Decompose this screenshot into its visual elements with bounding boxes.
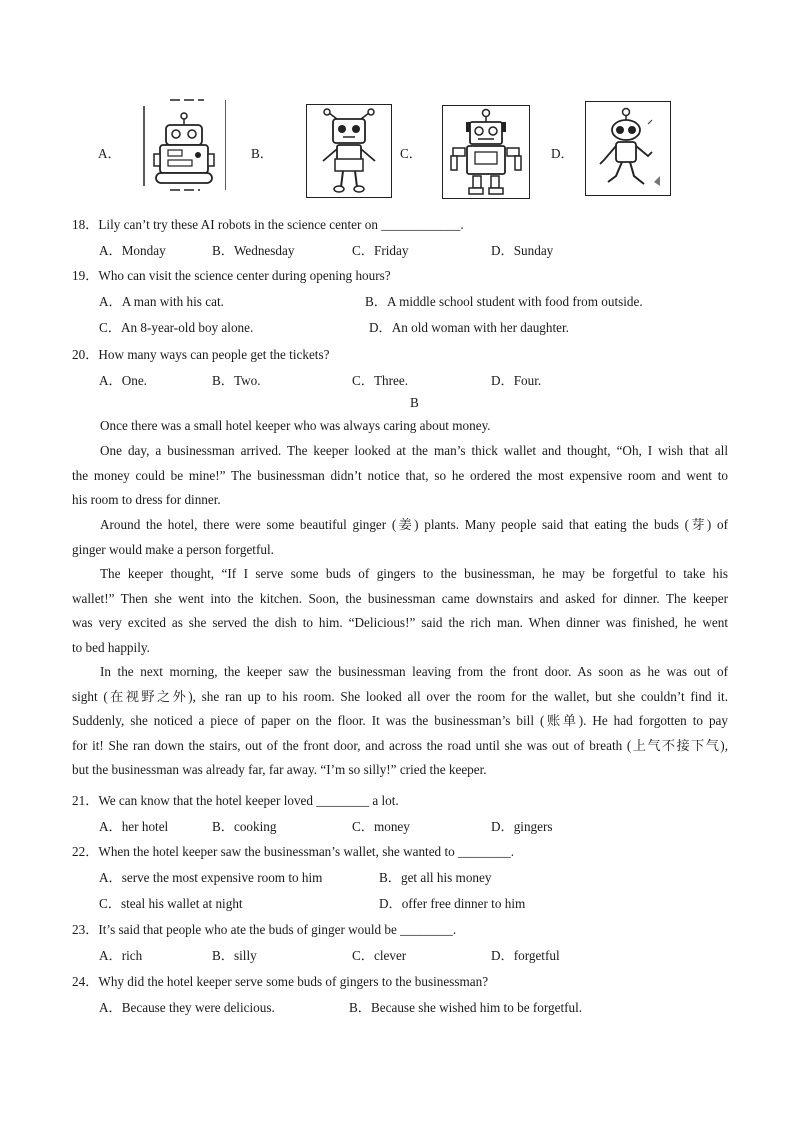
passage-line: sight (在视野之外), she ran up to his room. She looked all over the room for the wallet, but she couldn’t find it. [72, 688, 728, 704]
q22-option-c[interactable]: C．steal his wallet at night [99, 896, 243, 911]
q21-option-c[interactable]: C．money [352, 819, 410, 834]
passage-line: Suddenly, she noticed a piece of paper on the floor. It was the businessman’s bill (账单). He had forgotten to pay [72, 713, 728, 728]
q18-option-b[interactable]: B．Wednesday [212, 243, 295, 258]
passage-line: Once there was a small hotel keeper who was always caring about money. [100, 418, 491, 433]
passage-paragraph-3 [72, 513, 728, 562]
q20-option-d[interactable]: D．Four. [491, 373, 542, 388]
q23-option-b[interactable]: B．silly [212, 948, 257, 963]
q19-option-d[interactable]: D．An old woman with her daughter. [369, 320, 569, 335]
option-a-label: A． [98, 146, 121, 161]
robot-a-icon [142, 98, 226, 192]
passage-line: In the next morning, the keeper saw the businessman leaving from the front door. As soon as he was out of [100, 664, 728, 679]
q21-option-d[interactable]: D．gingers [491, 819, 553, 834]
passage-line: wallet!” Then she went into the kitchen. Soon, the businessman came downstairs and asked for dinner. The keeper [72, 590, 728, 606]
passage-paragraph-1 [72, 414, 728, 439]
robot-b-icon [306, 104, 392, 198]
passage-line: Around the hotel, there were some beautiful ginger (姜) plants. Many people said that eating the buds (芽) of [100, 517, 728, 532]
passage-paragraph-4 [72, 562, 728, 660]
q19-option-b[interactable]: B．A middle school student with food from outside. [365, 294, 643, 309]
q18-option-d[interactable]: D．Sunday [491, 243, 554, 258]
question-24-stem: 24．Why did the hotel keeper serve some buds of gingers to the businessman? [72, 974, 489, 989]
q19-option-a[interactable]: A．A man with his cat. [99, 294, 224, 309]
q23-option-a[interactable]: A．rich [99, 948, 143, 963]
passage-line: One day, a businessman arrived. The keeper looked at the man’s thick wallet and thought, “Oh, I wish that all [100, 443, 728, 458]
passage-line: for it! She ran down the stairs, out of the front door, and across the road until she was out of breath (上气不接下气), [72, 737, 728, 753]
passage-paragraph-2 [72, 439, 728, 513]
q23-option-c[interactable]: C．clever [352, 948, 407, 963]
robot-d-icon [585, 101, 671, 196]
passage-line: his room to dress for dinner. [72, 492, 221, 507]
option-b-label: B． [251, 146, 273, 161]
q24-option-a[interactable]: A．Because they were delicious. [99, 1000, 275, 1015]
question-21-stem: 21．We can know that the hotel keeper loved ________ a lot. [72, 793, 399, 808]
q22-option-b[interactable]: B．get all his money [379, 870, 492, 885]
option-c-label: C． [400, 146, 422, 161]
question-22-stem: 22．When the hotel keeper saw the businessman’s wallet, she wanted to ________. [72, 844, 515, 859]
passage-line: The keeper thought, “If I serve some buds of gingers to the businessman, he may be forgetful to take his [100, 566, 728, 581]
question-23-stem: 23．It’s said that people who ate the buds of ginger would be ________. [72, 922, 457, 937]
passage-line: was very excited as she served the dish to him. “Delicious!” said the rich man. When dinner was finished, he went [72, 615, 728, 630]
option-d-label: D． [551, 146, 574, 161]
question-19-stem: 19．Who can visit the science center during opening hours? [72, 268, 391, 283]
q19-option-c[interactable]: C．An 8-year-old boy alone. [99, 320, 254, 335]
passage-line: but the businessman was already far, far away. “I’m so silly!” cried the keeper. [72, 762, 487, 777]
q21-option-a[interactable]: A．her hotel [99, 819, 169, 834]
robot-c-icon [442, 105, 530, 199]
section-b-heading: B [410, 395, 419, 410]
passage-paragraph-5 [72, 660, 728, 783]
passage-line: ginger would make a person forgetful. [72, 541, 274, 557]
q24-option-b[interactable]: B．Because she wished him to be forgetful. [349, 1000, 583, 1015]
q23-option-d[interactable]: D．forgetful [491, 948, 560, 963]
q20-option-a[interactable]: A．One. [99, 373, 147, 388]
passage-line: to bed happily. [72, 639, 150, 655]
q20-option-c[interactable]: C．Three. [352, 373, 409, 388]
q18-option-a[interactable]: A．Monday [99, 243, 166, 258]
q18-option-c[interactable]: C．Friday [352, 243, 409, 258]
question-20-stem: 20．How many ways can people get the tickets? [72, 347, 330, 362]
passage-line: the money could be mine!” The businessman didn’t notice that, so he ordered the most expensive room and went to [72, 467, 728, 483]
q22-option-d[interactable]: D．offer free dinner to him [379, 896, 526, 911]
q20-option-b[interactable]: B．Two. [212, 373, 261, 388]
q21-option-b[interactable]: B．cooking [212, 819, 277, 834]
question-18-stem: 18．Lily can’t try these AI robots in the science center on ____________. [72, 217, 464, 232]
q22-option-a[interactable]: A．serve the most expensive room to him [99, 870, 323, 885]
